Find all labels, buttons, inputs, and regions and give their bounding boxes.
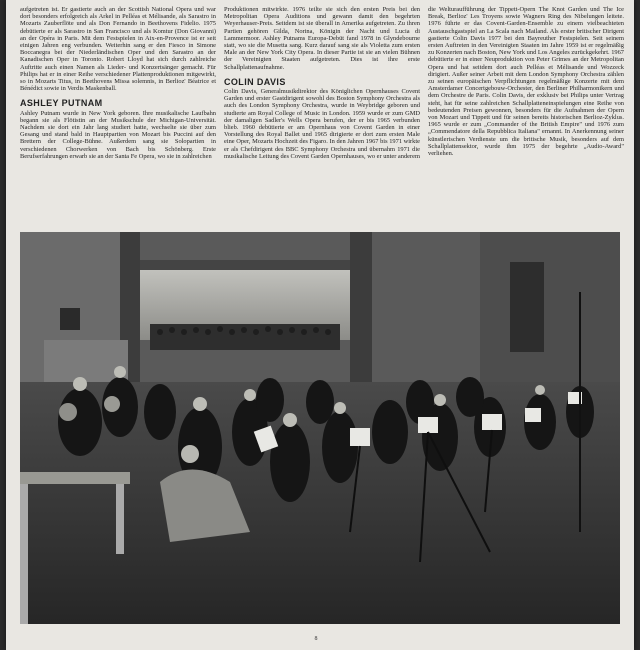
section-heading: ASHLEY PUTNAM — [20, 98, 103, 109]
section-heading: COLIN DAVIS — [224, 76, 286, 87]
recording-session-photo — [20, 232, 620, 624]
biography-paragraph: Ashley Putnam wurde in New York geboren. Ihre musikalische Laufbahn begann sie als Flötistin an der Musikschule der Michigan-Universität. Nachdem sie dort ein Jahr lang studiert hatte, wechselte sie über zum Gesang und stand bald in Hauptpartien von Mozart bis Puccini auf den Brettern der College-Bühne. Außerdem sang sie Solopartien in verschiedenen Chorwerken von Bach bis Schönberg. Erste Berufserfahrungen erwarb sie an der Santa Fe Opera, wo sie in zahlreichen — [20, 109, 216, 160]
text-column-right — [428, 6, 624, 157]
biography-paragraph: Produktionen mitwirkte. 1976 teilte sie sich den ersten Preis bei den Metropolitan Opera Auditions und gewann damit den begehrten Weyerhauser-Preis. Seitdem ist sie überall in Amerika aufgetreten. Zu ihren Partien gehören Gilda, Norina, Königin der Nacht und Lucia di Lammermoor. Ashley Putnams Europa-Debüt fand 1978 in Glyndebourne statt, wo sie die Musetta sang. Kurz darauf sang sie als Violetta zum ersten Male an der New York City Opera. In dieser Partie ist sie an vielen Bühnen der Vereinigten Staaten aufgetreten. Dies ist ihre erste Schallplattenaufnahme. — [224, 6, 420, 71]
page-number: 8 — [314, 636, 318, 642]
booklet-page — [6, 0, 634, 650]
biography-paragraph: die Welturaufführung der Tippett-Opern The Knot Garden und The Ice Break, Berlioz' Les Troyens sowie Wagners Ring des Nibelungen leitete. 1976 führte er das Covent-Garden-Ensemble zu einem vielbeachteten Austauschgastspiel an La Scala nach Mailand. Als erster britischer Dirigent gastierte Colin Davis 1977 bei den Bayreuther Festspielen. Seit seinem ersten Auftreten in den Vereinigten Staaten im Jahre 1959 ist er regelmäßig zu Konzerten nach Boston, New York und Los Angeles zurückgekehrt. 1967 debütierte er in einer Neuproduktion von Peter Grimes an der Metropolitan Opera und hat seitdem dort auch Pelléas et Mélisande und Wozzeck dirigiert. Außer seiner Arbeit mit dem London Symphony Orchestra zählen zu seinen europäischen Verpflichtungen regelmäßige Konzerte mit dem Amsterdamer Concertgebouw-Orchester, den Berliner Philharmonikern und dem Orchestre de Paris. Colin Davis, der exklusiv bei Philips unter Vertrag steht, hat für seine zahlreichen Schallplatteneinspielungen eine Reihe von bedeutenden Preisen gewonnen, besonders für die Aufnahmen der Opern von Mozart und Tippett und für seinen bereits historischen Berlioz-Zyklus. 1965 wurde er zum „Commander of the British Empire" und 1976 zum „Commendatore della Repubblica Italiana" ernannt. In Anerkennung seiner künstlerischen Verdienste um die britische Musik, besonders auf dem Schallplattensektor, wurde ihm 1975 der begehrte „Audio-Award" verliehen. — [428, 6, 624, 158]
biography-paragraph: aufgetreten ist. Er gastierte auch an der Scottish National Opera und war dort besonders erfolgreich als Arkel in Pelléas et Mélisande, als Sarastro in Mozarts Zauberflöte und als Don Fernando in Beethovens Fidelio. 1975 debütierte er als Sarastro in San Francisco und als Komtur (Don Giovanni) an der Opéra in Paris. Mit dem Festspielen in Aix-en-Provence ist er seit einigen Jahren eng verbunden. Weiterhin sang er den Fiesco in Simone Boccanegra bei der Niederländischen Oper und den Sarastro an der Kanadischen Oper in Toronto. Robert Lloyd hat sich durch zahlreiche Auftritte auch einen Namen als Lieder- und Konzertsänger gemacht. Für Philips hat er in einer Reihe verschiedener Plattenproduktionen mitgewirkt, so in Mozarts Titus, in Beethovens Missa solemnis, in Berlioz' Béatrice et Bénédict sowie in Verdis Maskenball. — [20, 6, 216, 93]
text-column-left — [20, 6, 216, 160]
orchestra-hall-image — [20, 232, 620, 624]
biography-paragraph: Colin Davis, Generalmusikdirektor des Königlichen Opernhauses Covent Garden und erster Gastdirigent sowohl des Boston Symphony Orchestra als auch des London Symphony Orchestra, wurde in Weybridge geboren und studierte am Royal College of Music in London. 1959 wurde er zum GMD der damaligen Sadler's Wells Opera berufen, der er bis 1965 verbunden blieb. 1960 debütierte er am Opernhaus von Covent Garden in einer Vorstellung des Royal Ballet und 1965 dirigierte er dort zum ersten Male eine Oper, Mozarts Hochzeit des Figaro. In den Jahren 1967 bis 1971 wirkte er als Chefdirigent des BBC Symphony Orchestra und übernahm 1971 die musikalische Leitung des Covent Garden Opernhauses, wo er unter anderem — [224, 88, 420, 160]
text-column-middle — [224, 6, 420, 160]
